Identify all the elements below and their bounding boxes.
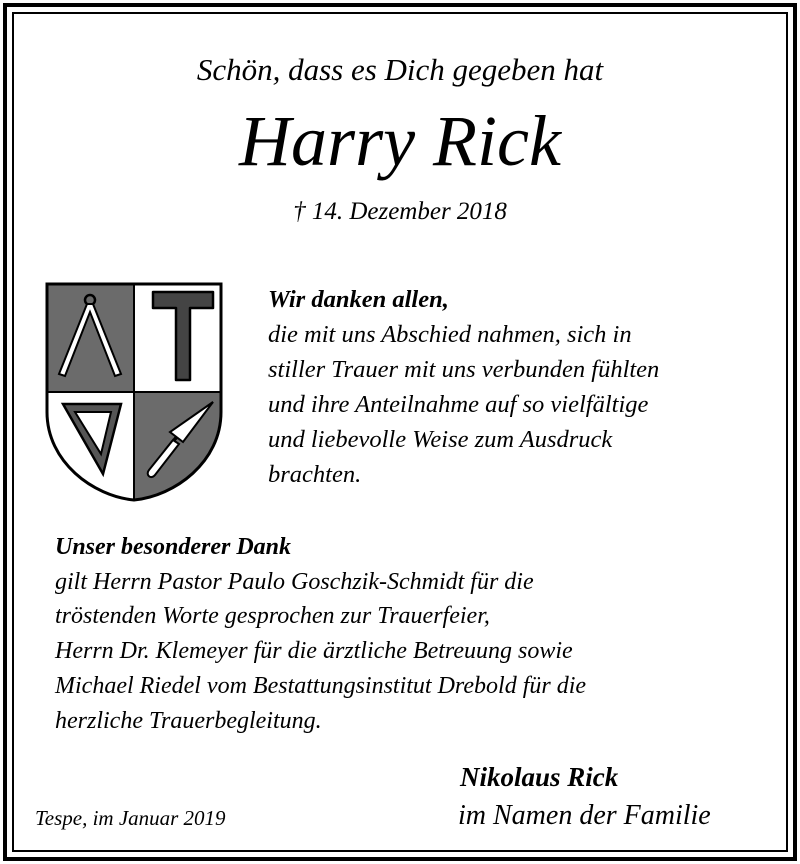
thanks-line: und liebevolle Weise zum Ausdruck xyxy=(268,426,613,453)
thanks-line: stiller Trauer mit uns verbunden fühlten xyxy=(268,356,660,383)
special-thanks-heading: Unser besonderer Dank xyxy=(55,534,292,560)
on-behalf-of-family: im Namen der Familie xyxy=(458,800,711,831)
thanks-line: brachten. xyxy=(268,461,362,488)
special-thanks-line: tröstenden Worte gesprochen zur Trauerfeier, xyxy=(55,603,490,630)
thanks-paragraph xyxy=(268,282,659,492)
pre-title: Schön, dass es Dich gegeben hat xyxy=(196,52,604,87)
coat-of-arms xyxy=(45,282,223,502)
special-thanks-line: herzliche Trauerbegleitung. xyxy=(55,707,322,734)
deceased-name: Harry Rick xyxy=(239,101,561,181)
signer-name: Nikolaus Rick xyxy=(460,762,619,792)
thanks-line: und ihre Anteilnahme auf so vielfältige xyxy=(268,391,649,418)
special-thanks-paragraph xyxy=(55,530,586,738)
special-thanks-line: gilt Herrn Pastor Paulo Goschzik-Schmidt für die xyxy=(55,568,534,595)
thanks-line: die mit uns Abschied nahmen, sich in xyxy=(268,321,632,348)
death-date: † 14. Dezember 2018 xyxy=(293,198,507,225)
place-date: Tespe, im Januar 2019 xyxy=(35,806,226,830)
special-thanks-line: Herrn Dr. Klemeyer für die ärztliche Betreuung sowie xyxy=(55,638,573,665)
thanks-heading: Wir danken allen, xyxy=(268,286,449,313)
special-thanks-line: Michael Riedel vom Bestattungsinstitut Drebold für die xyxy=(55,672,587,699)
